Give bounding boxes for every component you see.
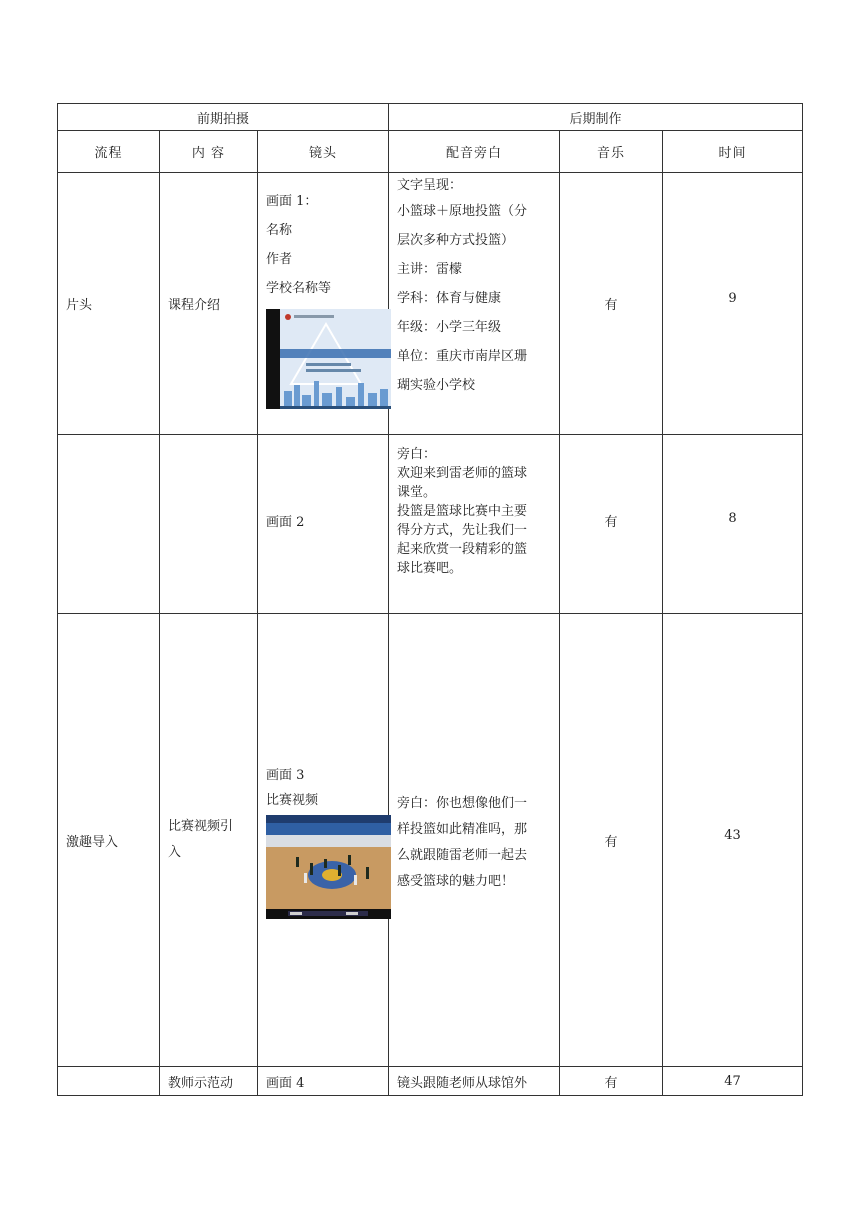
content-cell: 教师示范动 xyxy=(160,1067,258,1096)
time-cell: 9 xyxy=(663,173,803,435)
col-shot: 镜头 xyxy=(258,131,389,173)
table-row xyxy=(58,435,803,614)
narration-line: 欢迎来到雷老师的篮球 xyxy=(397,466,528,481)
shot-line: 画面 3 xyxy=(266,767,305,783)
narration-line: 感受篮球的魅力吧！ xyxy=(397,874,515,889)
content-cell xyxy=(160,435,258,614)
basketball-game-thumbnail xyxy=(266,815,391,919)
table-row xyxy=(58,173,803,435)
narration-line: 课堂。 xyxy=(397,485,437,500)
narration-line: 小篮球＋原地投篮（分 xyxy=(397,204,528,219)
narration-line: 起来欣赏一段精彩的篮 xyxy=(397,542,528,557)
narration-line: 层次多种方式投篮） xyxy=(397,233,515,248)
shot-line: 比赛视频 xyxy=(266,792,319,808)
time-cell: 43 xyxy=(663,614,803,1067)
shot-line: 作者 xyxy=(266,252,293,267)
narration-line: 样投篮如此精准吗，那 xyxy=(397,822,528,837)
col-process: 流程 xyxy=(58,131,160,173)
title-slide-thumbnail xyxy=(266,309,391,409)
music-cell: 有 xyxy=(560,173,663,435)
process-cell: 激趣导入 xyxy=(58,614,160,1067)
shot-cell: 画面 4 xyxy=(258,1067,389,1096)
shot-line: 学校名称等 xyxy=(266,281,332,296)
shot-line: 名称 xyxy=(266,223,293,238)
content-line: 比赛视频引 xyxy=(168,819,234,834)
process-cell xyxy=(58,1067,160,1096)
narration-line: 单位：重庆市南岸区珊 xyxy=(397,349,528,364)
content-line: 入 xyxy=(168,845,182,860)
time-cell: 8 xyxy=(663,435,803,614)
content-cell: 课程介绍 xyxy=(160,173,258,435)
shot-cell: 画面 2 xyxy=(258,435,389,614)
table-row xyxy=(58,614,803,1067)
col-narration: 配音旁白 xyxy=(389,131,560,173)
col-time: 时间 xyxy=(663,131,803,173)
narration-line: 年级：小学三年级 xyxy=(397,320,502,335)
narration-line: 旁白： xyxy=(397,447,437,462)
narration-cell: 镜头跟随老师从球馆外 xyxy=(389,1067,560,1096)
narration-line: 旁白：你也想像他们一 xyxy=(397,796,528,811)
pre-production-header: 前期拍摄 xyxy=(58,104,389,131)
narration-line: 么就跟随雷老师一起去 xyxy=(397,848,528,863)
narration-line: 主讲：雷檬 xyxy=(397,262,463,277)
process-cell: 片头 xyxy=(58,173,160,435)
table-row xyxy=(58,1067,803,1096)
narration-line: 学科：体育与健康 xyxy=(397,291,502,306)
time-cell: 47 xyxy=(663,1067,803,1096)
narration-line: 文字呈现： xyxy=(397,178,463,193)
shot-line: 画面 1： xyxy=(266,194,318,209)
music-cell: 有 xyxy=(560,1067,663,1096)
process-cell xyxy=(58,435,160,614)
narration-line: 投篮是篮球比赛中主要 xyxy=(397,504,528,519)
col-music: 音乐 xyxy=(560,131,663,173)
narration-line: 球比赛吧。 xyxy=(397,561,463,576)
narration-line: 瑚实验小学校 xyxy=(397,378,476,393)
narration-line: 得分方式，先让我们一 xyxy=(397,523,528,538)
col-content: 内 容 xyxy=(160,131,258,173)
storyboard-table xyxy=(57,103,803,1096)
music-cell: 有 xyxy=(560,614,663,1067)
post-production-header: 后期制作 xyxy=(389,104,803,131)
music-cell: 有 xyxy=(560,435,663,614)
